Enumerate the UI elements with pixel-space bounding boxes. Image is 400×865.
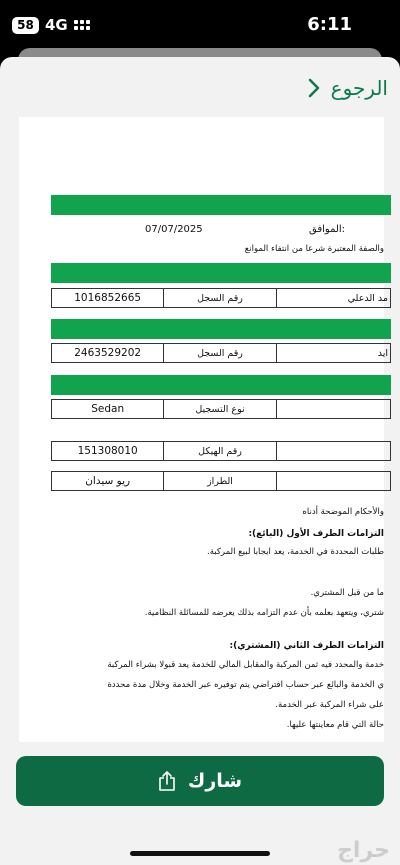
section-header-bar — [51, 195, 391, 215]
vehicle-header-bar — [51, 375, 391, 395]
seller-record-value: 1016852665 — [74, 292, 142, 304]
intro-text: والصفة المعتبرة شرعا من انتفاء الموانع — [244, 244, 384, 254]
share-icon — [158, 771, 176, 791]
vehicle-row-2 — [51, 441, 391, 461]
back-button[interactable] — [307, 76, 388, 100]
reg-type-label: نوع التسجيل — [163, 400, 275, 418]
buyer-header-bar — [51, 319, 391, 339]
buyer-row — [51, 343, 391, 363]
chassis-label: رقم الهيكل — [163, 442, 275, 460]
buyer-record-label: رقم السجل — [163, 344, 275, 362]
seller-name: مد الدعلي — [276, 289, 390, 307]
vehicle-row-1-left — [276, 400, 390, 418]
buyer-name: ايد — [276, 344, 390, 362]
seller-header-bar — [51, 263, 391, 283]
seller-obligation-3: شتري، ويتعهد بعلمه بأن عدم التزامه بذلك يعرضه للمسائلة النظامية. — [144, 608, 384, 618]
chassis-value: 151308010 — [77, 445, 138, 457]
date-value: 07/07/2025 — [145, 224, 203, 235]
network-type: 4G — [45, 16, 68, 34]
status-time: 6:11 — [307, 14, 352, 35]
seller-record-label: رقم السجل — [163, 289, 275, 307]
status-left — [12, 16, 90, 34]
back-label: الرجوع — [330, 76, 388, 100]
buyer-obligation-1: خدمة والمحدد فيه ثمن المركبة والمقابل المالي للخدمة يعد قبولا بشراء المركبة — [107, 660, 384, 670]
share-label: شارك — [187, 770, 243, 792]
reg-type-value: Sedan — [91, 403, 125, 415]
share-button[interactable] — [16, 756, 384, 806]
buyer-record-value: 2463529202 — [74, 347, 142, 359]
haraj-watermark: حراج — [337, 838, 390, 863]
home-indicator[interactable] — [130, 851, 270, 856]
battery-indicator: 58 — [12, 17, 39, 34]
status-bar — [0, 0, 400, 48]
model-value: ريو سيدان — [85, 475, 131, 487]
buyer-obligation-3: على شراء المركبة عبر الخدمة. — [275, 700, 384, 710]
seller-obligation-1: طلبات المحددة في الخدمة، يعد ايجابا لبيع المركبة. — [207, 547, 384, 557]
seller-obligations-heading: التزامات الطرف الأول (البائع): — [248, 529, 384, 539]
chevron-right-icon — [307, 78, 321, 98]
signal-icon — [74, 20, 90, 30]
seller-row — [51, 288, 391, 308]
vehicle-row-1 — [51, 399, 391, 419]
seller-obligation-2: ما من قبل المشتري. — [310, 588, 384, 598]
model-label: الطراز — [163, 472, 275, 490]
buyer-obligation-2: ي الخدمة والبائع عبر حساب افتراضي يتم توفيره عبر الخدمة وخلال مدة محددة — [107, 680, 384, 690]
vehicle-row-3 — [51, 471, 391, 491]
date-label: الموافق: — [309, 224, 346, 235]
buyer-obligation-4: حالة التي قام معاينتها عليها. — [286, 720, 384, 730]
vehicle-row-2-left — [276, 442, 390, 460]
vehicle-row-3-left — [276, 472, 390, 490]
buyer-obligations-heading: التزامات الطرف الثاني (المشتري): — [229, 641, 384, 651]
contract-preview — [19, 117, 388, 742]
terms-intro: والأحكام الموضحة أدناه — [302, 507, 384, 517]
